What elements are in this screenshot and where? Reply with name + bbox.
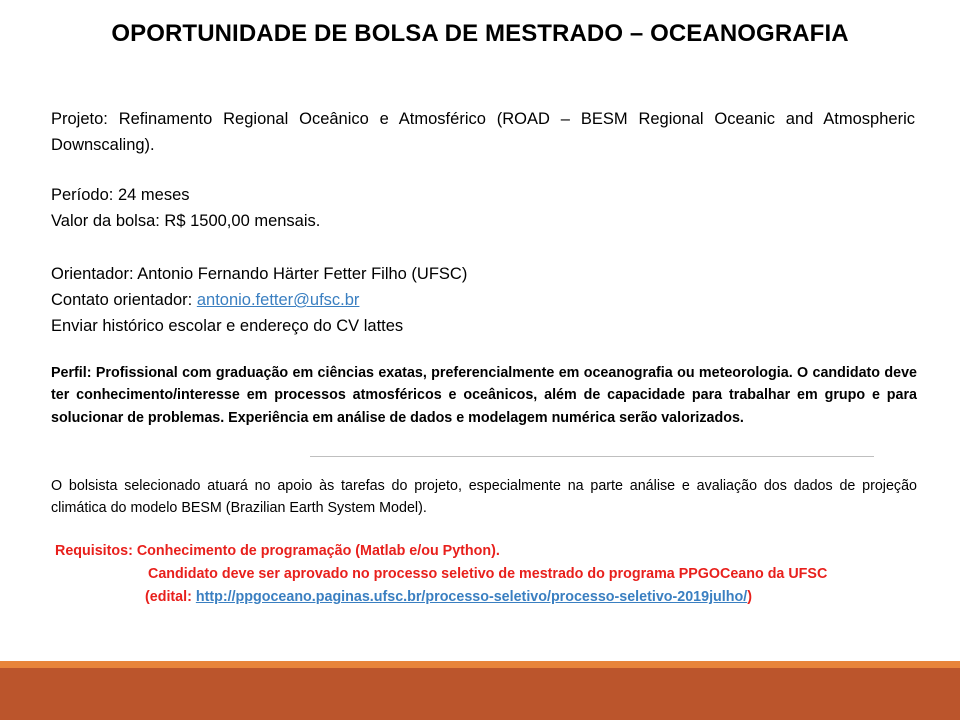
projeto-text: Projeto: Refinamento Regional Oceânico e Atmosférico (ROAD – BESM Regional Oceanic and Atmospheric Downscaling).: [51, 110, 915, 154]
edital-line: [145, 589, 752, 605]
requisitos-line-2: Candidato deve ser aprovado no processo seletivo de mestrado do programa PPGOCeano da UFSC: [148, 566, 828, 582]
page-title: OPORTUNIDADE DE BOLSA DE MESTRADO – OCEANOGRAFIA: [111, 20, 849, 47]
contato-label: Contato orientador:: [51, 291, 197, 309]
orientador-block: [51, 261, 915, 339]
edital-link[interactable]: http://ppgoceano.paginas.ufsc.br/processo-seletivo/processo-seletivo-2019julho/: [195, 589, 748, 605]
contato-line: [51, 287, 915, 313]
orientador-text: Orientador: Antonio Fernando Härter Fetter Filho (UFSC): [51, 265, 468, 283]
footer-accent-stripe: [0, 661, 960, 668]
info-block: [51, 182, 915, 234]
footer-bar: [0, 668, 960, 720]
enviar-text: Enviar histórico escolar e endereço do CV lattes: [51, 317, 404, 335]
bolsista-text: O bolsista selecionado atuará no apoio às tarefas do projeto, especialmente na parte análise e avaliação dos dados de projeção climática do modelo BESM (Brazilian Earth System Model).: [51, 478, 917, 517]
perfil-text: Perfil: Profissional com graduação em ciências exatas, preferencialmente em oceanografia ou meteorologia. O candidato deve ter conhecimento/interesse em processos atmosféricos e oceânicos, além de capacidade para trabalhar em grupo e para solucionar de problemas. Experiência em análise de dados e modelagem numérica serão valorizados.: [51, 365, 917, 426]
periodo-text: Período: 24 meses: [51, 186, 190, 204]
edital-close: ): [747, 589, 752, 605]
valor-text: Valor da bolsa: R$ 1500,00 mensais.: [51, 212, 321, 230]
requisitos-line-1: Requisitos: Conhecimento de programação (Matlab e/ou Python).: [55, 543, 500, 559]
divider: [310, 456, 874, 457]
edital-label: (edital:: [145, 589, 196, 605]
email-link[interactable]: antonio.fetter@ufsc.br: [196, 291, 360, 309]
